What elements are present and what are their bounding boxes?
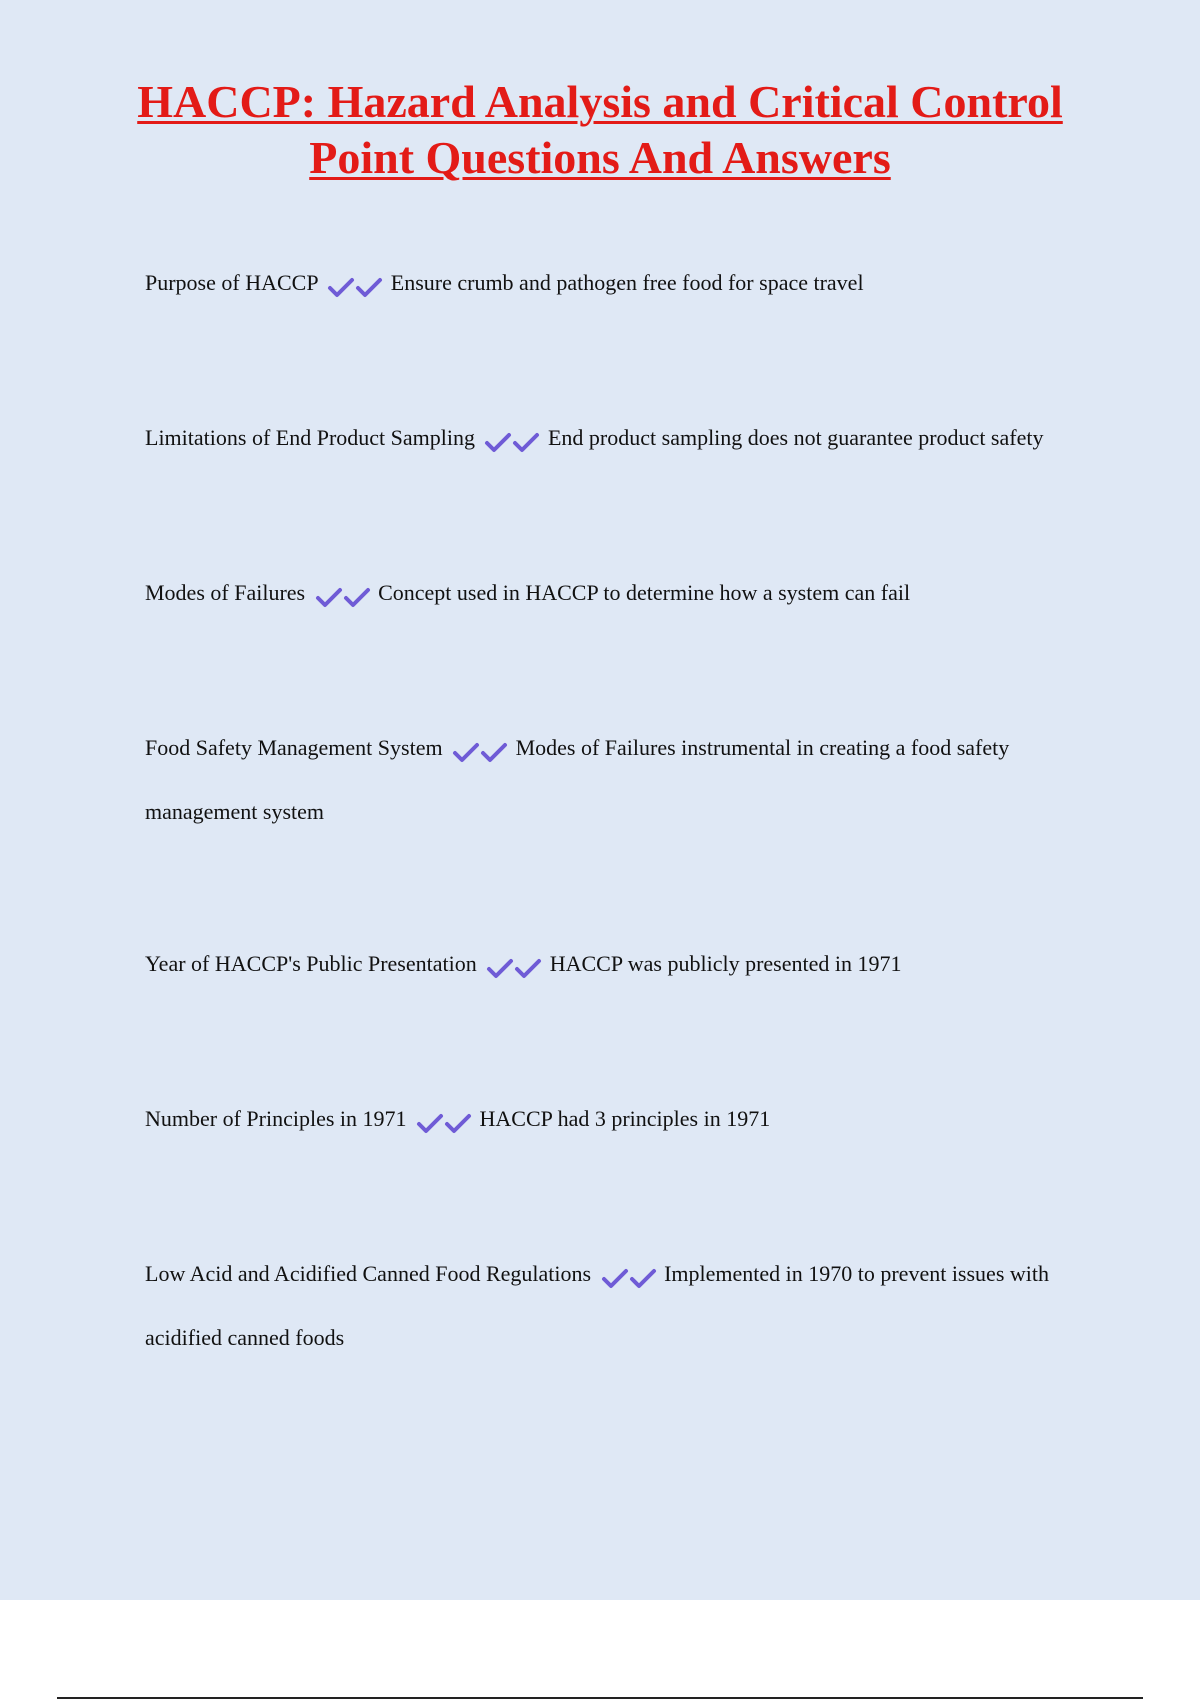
check-icon <box>514 958 542 980</box>
document-title: HACCP: Hazard Analysis and Critical Control Point Questions And Answers <box>137 76 1063 183</box>
check-icon <box>486 958 514 980</box>
question-text: Limitations of End Product Sampling <box>145 425 475 450</box>
double-check-icon <box>315 565 371 626</box>
answer-text: Concept used in HACCP to determine how a system can fail <box>378 580 911 605</box>
answer-text: Modes of Failures instrumental in creating a food safety management system <box>145 735 1010 824</box>
question-text: Purpose of HACCP <box>145 270 318 295</box>
check-icon <box>512 432 540 454</box>
check-icon <box>343 587 371 609</box>
qa-item <box>145 717 1095 842</box>
qa-item <box>145 562 1095 626</box>
answer-text: Ensure crumb and pathogen free food for space travel <box>390 270 864 295</box>
answer-text: HACCP had 3 principles in 1971 <box>479 1106 771 1131</box>
double-check-icon <box>327 255 383 316</box>
qa-list <box>145 252 1095 1459</box>
check-icon <box>480 742 508 764</box>
check-icon <box>355 277 383 299</box>
check-icon <box>327 277 355 299</box>
footer-divider <box>57 1697 1143 1699</box>
double-check-icon <box>484 410 540 471</box>
double-check-icon <box>416 1091 472 1152</box>
qa-item <box>145 407 1095 471</box>
double-check-icon <box>601 1246 657 1307</box>
check-icon <box>629 1268 657 1290</box>
qa-item <box>145 1243 1095 1368</box>
question-text: Year of HACCP's Public Presentation <box>145 951 477 976</box>
answer-text: Implemented in 1970 to prevent issues with acidified canned foods <box>145 1261 1049 1350</box>
check-icon <box>315 587 343 609</box>
check-icon <box>601 1268 629 1290</box>
qa-item <box>145 933 1095 997</box>
question-text: Number of Principles in 1971 <box>145 1106 407 1131</box>
check-icon <box>416 1113 444 1135</box>
answer-text: HACCP was publicly presented in 1971 <box>549 951 902 976</box>
question-text: Food Safety Management System <box>145 735 443 760</box>
double-check-icon <box>452 720 508 781</box>
check-icon <box>484 432 512 454</box>
question-text: Low Acid and Acidified Canned Food Regulations <box>145 1261 592 1286</box>
qa-item <box>145 1088 1095 1152</box>
question-text: Modes of Failures <box>145 580 306 605</box>
qa-item <box>145 252 1095 316</box>
answer-text: End product sampling does not guarantee product safety <box>547 425 1044 450</box>
check-icon <box>452 742 480 764</box>
check-icon <box>444 1113 472 1135</box>
double-check-icon <box>486 936 542 997</box>
